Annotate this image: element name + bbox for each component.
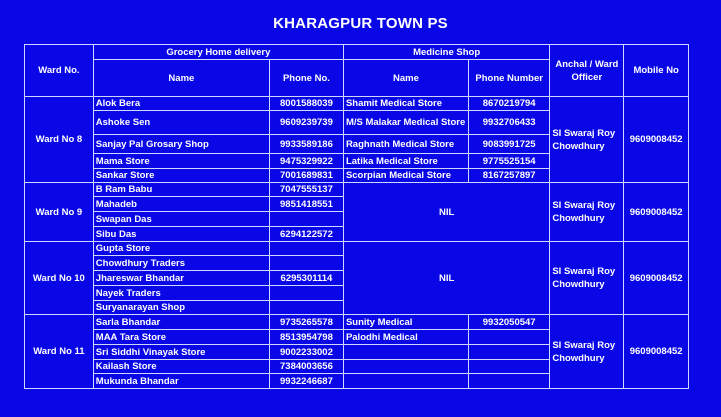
- ward-cell: Ward No 11: [25, 315, 94, 389]
- ward-cell: Ward No 10: [25, 242, 94, 315]
- grocery-phone: 9002233002: [269, 345, 343, 360]
- medicine-name: [343, 360, 468, 374]
- grocery-phone: [269, 301, 343, 315]
- grocery-name: Sri Siddhi Vinayak Store: [93, 345, 269, 360]
- grocery-phone: 9933589186: [269, 135, 343, 154]
- medicine-group-header: Medicine Shop: [343, 45, 549, 60]
- grocery-name: Kailash Store: [93, 360, 269, 374]
- grocery-name: Suryanarayan Shop: [93, 301, 269, 315]
- officer-header: Anchal / Ward Officer: [550, 45, 624, 97]
- mobile-cell: 9609008452: [624, 97, 689, 183]
- grocery-name: Ashoke Sen: [93, 111, 269, 135]
- grocery-name: Sanjay Pal Grosary Shop: [93, 135, 269, 154]
- grocery-phone: 9475329922: [269, 154, 343, 169]
- contact-table: [24, 44, 689, 389]
- grocery-phone: 7047555137: [269, 183, 343, 197]
- medicine-phone: [469, 374, 550, 389]
- medicine-phone-header: Phone Number: [469, 60, 550, 97]
- grocery-name: Swapan Das: [93, 212, 269, 227]
- table-row: [25, 97, 689, 111]
- ward-cell: Ward No 8: [25, 97, 94, 183]
- grocery-name: Mahadeb: [93, 197, 269, 212]
- medicine-name: Palodhi Medical: [343, 330, 468, 345]
- medicine-phone: [469, 330, 550, 345]
- grocery-phone: 9932246687: [269, 374, 343, 389]
- grocery-name: Mukunda Bhandar: [93, 374, 269, 389]
- medicine-phone: [469, 345, 550, 360]
- page-title: KHARAGPUR TOWN PS: [273, 15, 448, 32]
- grocery-phone: 9609239739: [269, 111, 343, 135]
- grocery-name: Sarla Bhandar: [93, 315, 269, 330]
- medicine-phone: 9932050547: [469, 315, 550, 330]
- grocery-phone: [269, 242, 343, 256]
- medicine-name: Raghnath Medical Store: [343, 135, 468, 154]
- medicine-name: Shamit Medical Store: [343, 97, 468, 111]
- officer-cell: SI Swaraj Roy Chowdhury: [550, 242, 624, 315]
- medicine-phone: 8167257897: [469, 169, 550, 183]
- grocery-phone: [269, 256, 343, 271]
- grocery-phone-header: Phone No.: [269, 60, 343, 97]
- table-row: [25, 315, 689, 330]
- mobile-cell: 9609008452: [624, 242, 689, 315]
- medicine-name: Sunity Medical: [343, 315, 468, 330]
- grocery-name: B Ram Babu: [93, 183, 269, 197]
- ward-cell: Ward No 9: [25, 183, 94, 242]
- grocery-name-header: Name: [93, 60, 269, 97]
- mobile-header: Mobile No: [624, 45, 689, 97]
- medicine-phone: [469, 360, 550, 374]
- grocery-name: MAA Tara Store: [93, 330, 269, 345]
- medicine-nil: NIL: [343, 183, 549, 242]
- grocery-phone: 8513954798: [269, 330, 343, 345]
- grocery-name: Mama Store: [93, 154, 269, 169]
- grocery-phone: 7001689831: [269, 169, 343, 183]
- grocery-name: Chowdhury Traders: [93, 256, 269, 271]
- grocery-name: Gupta Store: [93, 242, 269, 256]
- mobile-cell: 9609008452: [624, 315, 689, 389]
- medicine-name: M/S Malakar Medical Store: [343, 111, 468, 135]
- grocery-phone: 9851418551: [269, 197, 343, 212]
- medicine-phone: 9083991725: [469, 135, 550, 154]
- medicine-nil: NIL: [343, 242, 549, 315]
- mobile-cell: 9609008452: [624, 183, 689, 242]
- grocery-name: Sibu Das: [93, 227, 269, 242]
- grocery-phone: [269, 212, 343, 227]
- grocery-name: Jhareswar Bhandar: [93, 271, 269, 286]
- table-row: [25, 183, 689, 197]
- officer-cell: SI Swaraj Roy Chowdhury: [550, 97, 624, 183]
- medicine-name-header: Name: [343, 60, 468, 97]
- medicine-name: [343, 374, 468, 389]
- officer-cell: SI Swaraj Roy Chowdhury: [550, 315, 624, 389]
- medicine-phone: 9775525154: [469, 154, 550, 169]
- medicine-name: Scorpian Medical Store: [343, 169, 468, 183]
- grocery-group-header: Grocery Home delivery: [93, 45, 343, 60]
- grocery-name: Sankar Store: [93, 169, 269, 183]
- table-row: [25, 242, 689, 256]
- grocery-phone: [269, 286, 343, 301]
- medicine-name: Latika Medical Store: [343, 154, 468, 169]
- grocery-phone: 7384003656: [269, 360, 343, 374]
- grocery-phone: 9735265578: [269, 315, 343, 330]
- officer-cell: SI Swaraj Roy Chowdhury: [550, 183, 624, 242]
- grocery-phone: 6295301114: [269, 271, 343, 286]
- medicine-name: [343, 345, 468, 360]
- grocery-name: Nayek Traders: [93, 286, 269, 301]
- grocery-phone: 6294122572: [269, 227, 343, 242]
- medicine-phone: 9932706433: [469, 111, 550, 135]
- grocery-phone: 8001588039: [269, 97, 343, 111]
- grocery-name: Alok Bera: [93, 97, 269, 111]
- medicine-phone: 8670219794: [469, 97, 550, 111]
- ward-no-header: Ward No.: [25, 45, 94, 97]
